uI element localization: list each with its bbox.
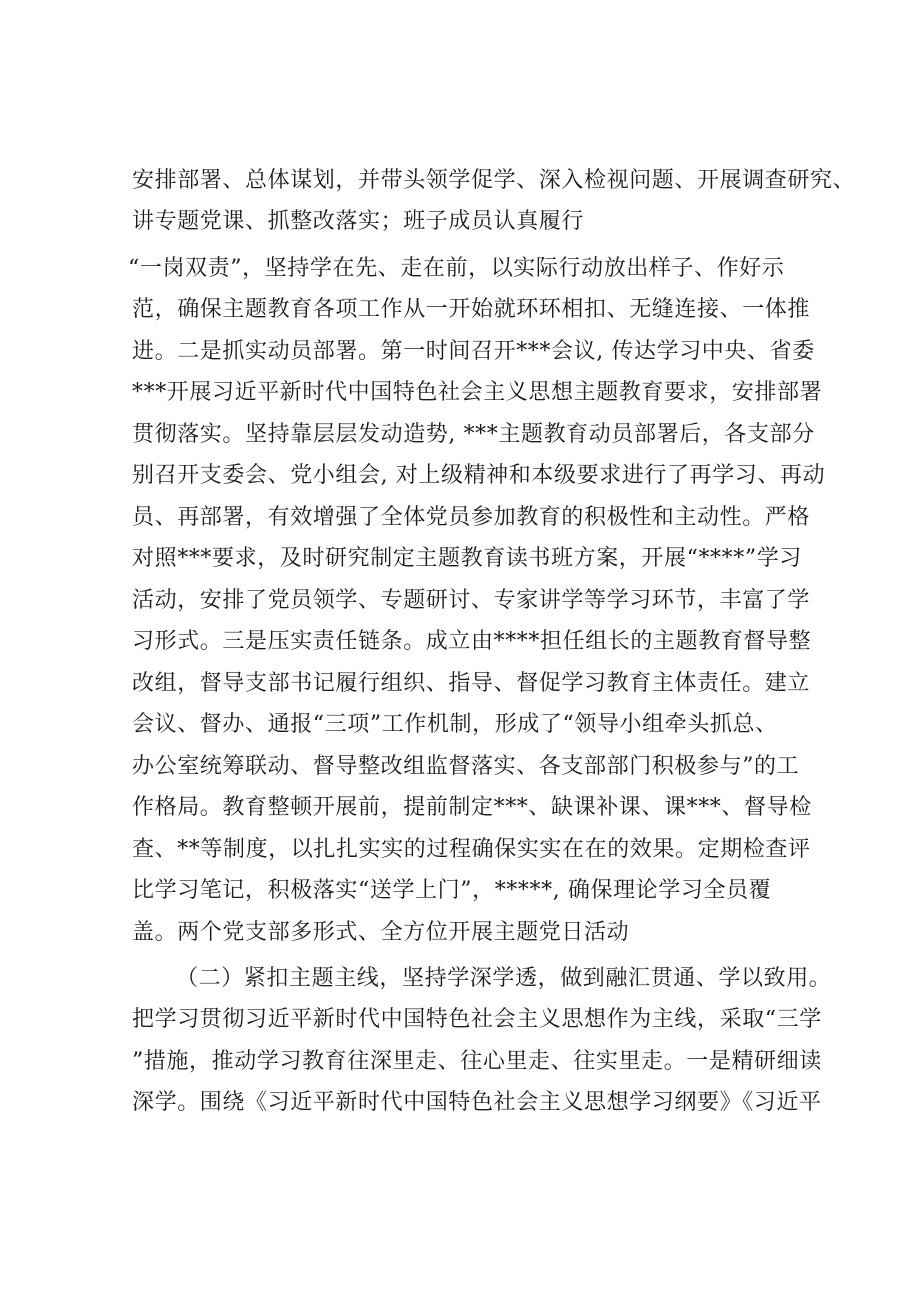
- text-line: 讲专题党课、抓整改落实；班子成员认真履行: [132, 209, 585, 234]
- text-line: “一岗双责”，坚持学在先、走在前，以实际行动放出样子、作好示: [128, 256, 785, 281]
- text-line: 贯彻落实。坚持靠层层发动造势, ***主题教育动员部署后，各支部分: [132, 422, 815, 447]
- text-line: 会议、督办、通报“三项”工作机制，形成了“领导小组牵头抓总、: [132, 712, 778, 737]
- text-line: 习形式。三是压实责任链条。成立由****担任组长的主题教育督导整: [132, 629, 812, 654]
- text-line: 范，确保主题教育各项工作从一开始就环环相扣、无缝连接、一体推: [132, 297, 811, 322]
- text-line: 员、再部署，有效增强了全体党员参加教育的积极性和主动性。严格: [132, 505, 811, 530]
- text-line: 作格局。教育整顿开展前，提前制定***、缺课补课、课***、督导检: [132, 795, 812, 820]
- text-line: 深学。围绕《习近平新时代中国特色社会主义思想学习纲要》《习近平: [132, 1090, 822, 1115]
- text-line: ”措施，推动学习教育往深里走、往心里走、往实里走。一是精研细读: [132, 1049, 822, 1074]
- text-line: 别召开支委会、党小组会, 对上级精神和本级要求进行了再学习、再动: [132, 463, 826, 488]
- section-heading: （二）紧扣主题主线，坚持学深学透，做到融汇贯通、学以致用。: [176, 966, 832, 991]
- text-line: 安排部署、总体谋划，并带头领学促学、深入检视问题、开展调查研究、: [132, 168, 856, 193]
- text-line: 进。二是抓实动员部署。第一时间召开***会议, 传达学习中央、省委: [132, 339, 815, 364]
- text-line: ***开展习近平新时代中国特色社会主义思想主题教育要求，安排部署: [132, 380, 823, 405]
- text-line: 对照***要求，及时研究制定主题教育读书班方案，开展“****”学习: [132, 546, 802, 571]
- text-line: 查、**等制度，以扎扎实实的过程确保实实在在的效果。定期检查评: [132, 837, 811, 862]
- text-line: 改组，督导支部书记履行组织、指导、督促学习教育主体责任。建立: [132, 671, 811, 696]
- text-line: 比学习笔记，积极落实“送学上门”，*****, 确保理论学习全员覆: [132, 878, 772, 903]
- text-line: 把学习贯彻习近平新时代中国特色社会主义思想作为主线，采取“三学: [132, 1007, 822, 1032]
- text-line: 活动，安排了党员领学、专题研讨、专家讲学等学习环节，丰富了学: [132, 588, 811, 613]
- text-line: 办公室统筹联动、督导整改组监督落实、各支部部门积极参与”的工: [132, 754, 800, 779]
- text-line: 盖。两个党支部多形式、全方位开展主题党日活动: [132, 920, 630, 945]
